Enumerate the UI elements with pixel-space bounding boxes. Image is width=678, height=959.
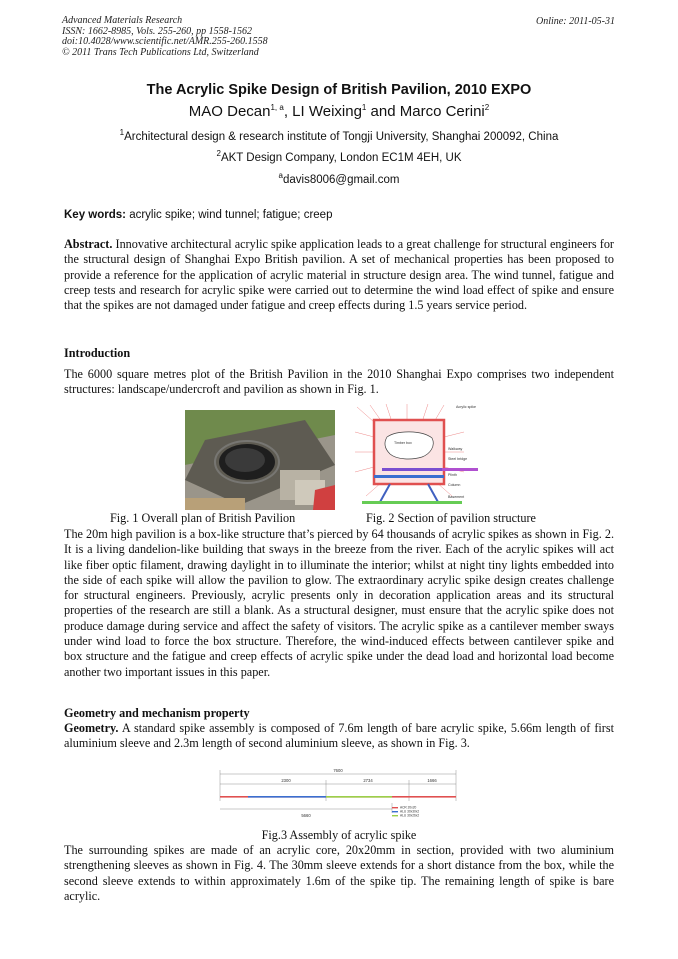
dim-sleeve: 5660 bbox=[301, 813, 311, 818]
email-link[interactable]: davis8006@gmail.com bbox=[282, 174, 400, 186]
online-date: Online: 2011-05-31 bbox=[536, 16, 615, 27]
fig2-label: Steel bridge bbox=[448, 457, 468, 461]
email-line: $^a$davis8006@gmail.com bbox=[278, 171, 400, 186]
keywords: Key words: acrylic spike; wind tunnel; fatigue; creep bbox=[64, 209, 333, 221]
journal-name: Advanced Materials Research bbox=[62, 15, 183, 26]
doi-line[interactable]: doi:10.4028/www.scientific.net/AMR.255-260.1558 bbox=[62, 36, 268, 48]
fig1-aerial-photo bbox=[185, 410, 335, 510]
abstract-paragraph: Abstract. Innovative architectural acrylic spike application leads to a great challenge for structural engineers for the structural design of Shanghai Expo British pavilion. A set of mechanical properties has been proposed to provide a reference for the application of acrylic material in structure design area. The wind tunnel, fatigue and creep tests and research for acrylic spike were carried out to determine the wind load effect of spike and ensure that the spikes are not damaged under fatigue and creep effects during 1.5 years service period. bbox=[64, 237, 614, 313]
legend-item: ALU 30x26x2 bbox=[400, 813, 420, 818]
introduction-heading: Introduction bbox=[64, 346, 131, 360]
geometry-paragraph-2: The surrounding spikes are made of an acrylic core, 20x20mm in section, provided with two aluminium strengthening sleeves as shown in Fig. 4. The 30mm sleeve extends for a short distance from the box, while the second sleeve extends to within approximately 1.6m of the spike tip. The remaining length of spike is bare acrylic. bbox=[64, 843, 614, 903]
fig2-label: Timber box bbox=[394, 441, 412, 445]
aluminium-sleeve-2-bar bbox=[326, 796, 392, 798]
fig2-label: Basement bbox=[448, 495, 465, 499]
fig2-caption: Fig. 2 Section of pavilion structure bbox=[366, 511, 536, 525]
running-header bbox=[62, 16, 268, 58]
dim-seg1: 2300 bbox=[281, 778, 291, 783]
fig2-label: Acrylic spike bbox=[456, 405, 476, 409]
author-1: MAO Decan bbox=[188, 103, 271, 120]
fig2-section-drawing bbox=[352, 402, 482, 510]
geometry-heading: Geometry and mechanism property bbox=[64, 706, 250, 720]
fig3-spike-assembly bbox=[218, 765, 463, 827]
author-list: MAO Decan$^{1, a}$, LI Weixing$^1$ and Marco Cerini$^2$ bbox=[188, 103, 490, 120]
author-3: and Marco Cerini bbox=[366, 103, 485, 120]
paper-title: The Acrylic Spike Design of British Pavilion, 2010 EXPO bbox=[146, 82, 532, 98]
dim-seg3: 1666 bbox=[427, 778, 437, 783]
affiliation-2: $^2$AKT Design Company, London EC1M 4EH, UK bbox=[216, 149, 462, 164]
fig3-caption: Fig.3 Assembly of acrylic spike bbox=[261, 828, 417, 842]
fig2-label: Plinth bbox=[448, 473, 457, 477]
steel-bridge bbox=[382, 468, 444, 471]
plinth bbox=[362, 501, 462, 504]
dim-total: 7600 bbox=[333, 768, 343, 773]
intro-paragraph-1: The 6000 square metres plot of the British Pavilion in the 2010 Shanghai Expo comprises two independent structures: landscape/undercroft and pavilion as shown in Fig. 1. bbox=[64, 367, 614, 397]
legend-item: ACR 20x20 bbox=[400, 805, 417, 810]
fig1-caption: Fig. 1 Overall plan of British Pavilion bbox=[110, 511, 296, 525]
copyright-line: © 2011 Trans Tech Publications Ltd, Switzerland bbox=[62, 46, 259, 58]
fig2-label: Walkway bbox=[448, 447, 463, 451]
author-2: , LI Weixing bbox=[283, 103, 362, 120]
affiliation-1: $^1$Architectural design & research institute of Tongji University, Shanghai 200092, China bbox=[119, 128, 559, 143]
geometry-paragraph-1: Geometry. A standard spike assembly is composed of 7.6m length of bare acrylic spike, 5.66m length of first aluminium sleeve and 2.3m length of second aluminium sleeve, as shown in Fig. 3. bbox=[64, 721, 614, 751]
aluminium-sleeve-1-bar bbox=[248, 796, 326, 798]
fig2-label: Column bbox=[448, 483, 461, 487]
dim-seg2: 2734 bbox=[363, 778, 373, 783]
legend-item: ALU 30x30x2 bbox=[400, 809, 420, 814]
intro-paragraph-2: The 20m high pavilion is a box-like structure that’s pierced by 64 thousands of acrylic spikes as shown in Fig. 2. It is a living dandelion-like building that sways in the breeze from the river. Each of the acrylic spikes will act like fiber optic filament, drawing daylight in to illuminate the interior; whilst at night tiny lights embedded into the side of each spike will allow the pavilion to glow. The extraordinary acrylic spike design creates challenge for structural engineers. Previously, acrylic presents only in decoration application areas and its structural properties of the research are still a blank. As a structural designer, must ensure that the acrylic spike does not produce damage during service and affect the safety of visitors. The acrylic spike as a cantilever member sways under wind load to force the box structure. Therefore, the wind-induced effects between cantilever spike and box structure and the fatigue and creep effects of acrylic spike under the dead load and horizontal load become another two important issues in this paper. bbox=[64, 527, 614, 679]
issn-line: ISSN: 1662-8985, Vols. 255-260, pp 1558-1562 bbox=[62, 25, 252, 37]
